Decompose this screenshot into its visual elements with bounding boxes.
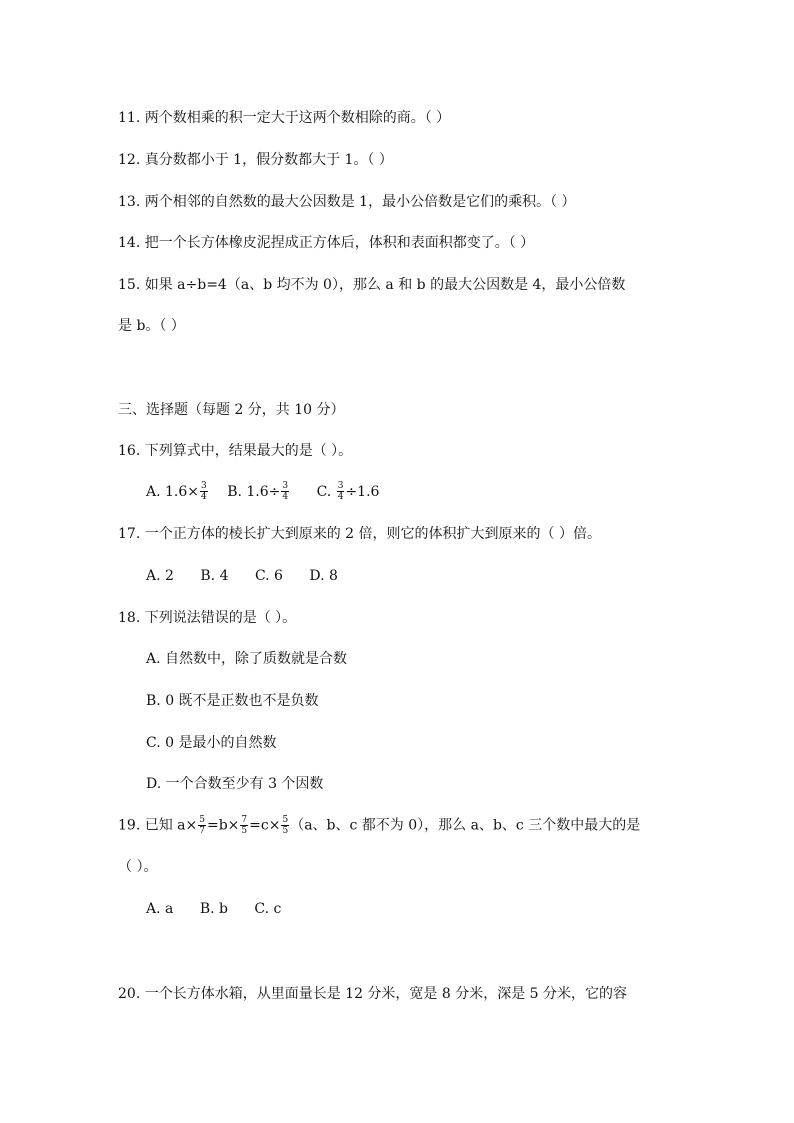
question-19-options [146, 899, 281, 919]
q18-option-a: A. 自然数中，除了质数就是合数 [146, 651, 348, 667]
q18-option-d: D. 一个合数至少有 3 个因数 [146, 776, 324, 792]
fraction: $\frac{3}{4}$ [201, 481, 207, 502]
question-20: 20. 一个长方体水箱，从里面量长是 12 分米，宽是 8 分米，深是 5 分米，它的容 [118, 986, 628, 1002]
q19-option-b: B. b [199, 901, 228, 917]
q17-option-a: A. 2 [146, 568, 174, 584]
question-19-stem: 19. 已知 a× $\frac{5}{7}$ =b× $\frac{7}{5}$ =c× $\frac{5}{5}$ （a、b、c 都不为 0），那么 a、b、c 三个数中最大的是 [118, 815, 641, 836]
q16-option-b: B. 1.6÷ $\frac{3}{4}$ [227, 481, 289, 502]
q18-option-c: C. 0 是最小的自然数 [146, 735, 277, 751]
question-15-continuation: 是 b。（ ） [118, 318, 185, 334]
question-14: 14. 把一个长方体橡皮泥捏成正方体后，体积和表面积都变了。（ ） [118, 235, 535, 251]
question-12: 12. 真分数都小于 1，假分数都大于 1。（ ） [118, 152, 393, 168]
question-19-continuation: （ ）。 [118, 859, 158, 875]
fraction: $\frac{3}{4}$ [282, 481, 289, 502]
fraction: $\frac{3}{4}$ [337, 481, 344, 502]
question-16-options [146, 481, 379, 502]
question-11: 11. 两个数相乘的积一定大于这两个数相除的商。（ ） [118, 110, 451, 126]
q17-option-c: C. 6 [254, 568, 283, 584]
q17-option-b: B. 4 [200, 568, 229, 584]
question-17-options [146, 566, 338, 586]
section-title-choice: 三、选择题（每题 2 分，共 10 分） [118, 402, 345, 418]
question-16-stem: 16. 下列算式中，结果最大的是（ ）。 [118, 443, 353, 459]
fraction: $\frac{7}{5}$ [241, 815, 248, 836]
fraction: $\frac{5}{5}$ [282, 815, 289, 836]
q19-option-a: A. a [146, 901, 174, 917]
question-17-stem: 17. 一个正方体的棱长扩大到原来的 2 倍，则它的体积扩大到原来的（ ）倍。 [118, 526, 601, 542]
q19-option-c: C. c [254, 901, 282, 917]
question-18-stem: 18. 下列说法错误的是（ ）。 [118, 610, 297, 626]
fraction: $\frac{5}{7}$ [199, 815, 205, 836]
q16-option-c: C. $\frac{3}{4}$ ÷1.6 [316, 481, 380, 502]
question-15: 15. 如果 a÷b=4（a、b 均不为 0），那么 a 和 b 的最大公因数是 4，最小公倍数 [118, 277, 626, 293]
q16-option-a: A. 1.6× $\frac{3}{4}$ [146, 481, 207, 502]
q18-option-b: B. 0 既不是正数也不是负数 [146, 693, 319, 709]
q17-option-d: D. 8 [309, 568, 338, 584]
question-13: 13. 两个相邻的自然数的最大公因数是 1，最小公倍数是它们的乘积。（ ） [118, 194, 576, 210]
